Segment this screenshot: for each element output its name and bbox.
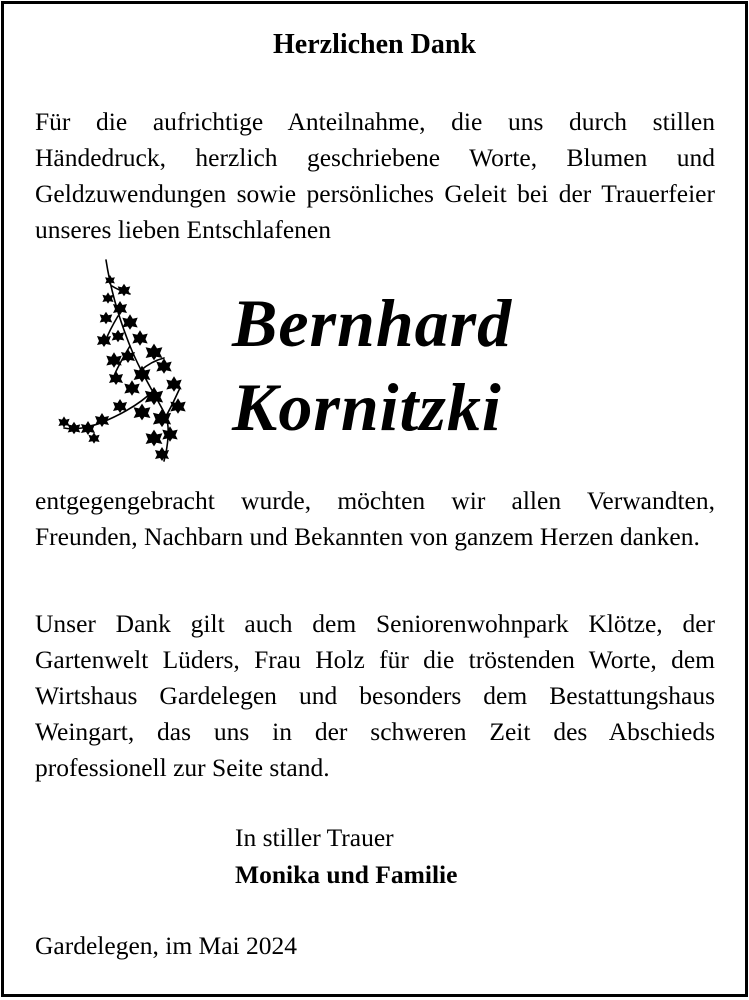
signature-intro: In stiller Trauer xyxy=(235,823,394,852)
deceased-first-name: Bernhard xyxy=(232,285,513,361)
ivy-branch-icon xyxy=(58,256,188,466)
notice-heading: Herzlichen Dank xyxy=(273,29,476,60)
thanks-paragraph: entgegengebracht wurde, möchten wir allen Verwandten, Freunden, Nachbarn und Bekannten von ganzem Herzen danken. xyxy=(35,486,715,551)
extra-thanks-paragraph: Unser Dank gilt auch dem Seniorenwohnpark Klötze, der Gartenwelt Lüders, Frau Holz für die tröstenden Worte, dem Wirtshaus Gardelegen und besonders dem Bestattungshaus Weingart, das uns in der schweren Zeit des Abschieds professionell zur Seite stand. xyxy=(35,609,715,782)
place-and-date: Gardelegen, im Mai 2024 xyxy=(35,931,298,960)
signature-names: Monika und Familie xyxy=(235,860,458,889)
intro-paragraph: Für die aufrichtige Anteilnahme, die uns durch stillen Händedruck, herzlich geschriebene Worte, Blumen und Geldzuwendungen sowie persönliches Geleit bei der Trauerfeier unseres lieben Entschlafenen xyxy=(35,107,715,244)
deceased-last-name: Kornitzki xyxy=(232,369,502,445)
